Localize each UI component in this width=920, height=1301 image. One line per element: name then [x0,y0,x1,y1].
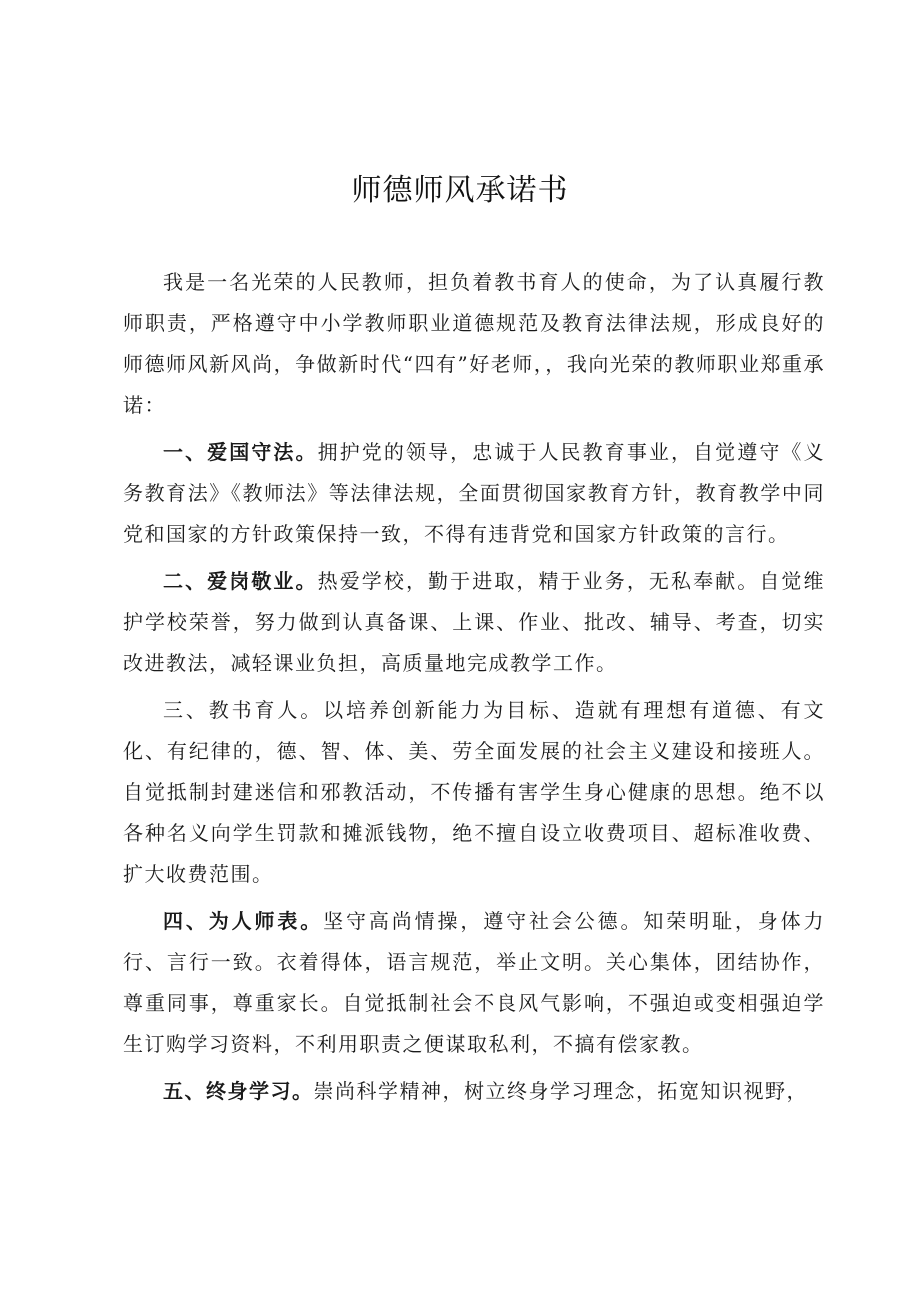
commitment-heading-2: 二、爱岗敬业。 [163,569,318,593]
document-title: 师德师风承诺书 [351,173,569,208]
commitment-text-3: 以培养创新能力为目标、造就有理想有道德、有文化、有纪律的，德、智、体、美、劳全面发展的社会主义建设和接班人。自觉抵制封建迷信和邪教活动，不传播有害学生身心健康的思想。绝不以各种名义向学生罚款和摊派钱物，绝不擅自设立收费项目、超标准收费、扩大收费范围。 [123,698,825,886]
commitment-paragraph-3 [123,690,825,895]
intro-paragraph: 我是一名光荣的人民教师，担负着教书育人的使命，为了认真履行教师职责，严格遵守中小学教师职业道德规范及教育法律法规，形成良好的师德师风新风尚，争做新时代“四有”好老师，，我向光荣的教师职业郑重承诺： [123,270,825,417]
commitment-text-1: 拥护党的领导，忠诚于人民教育事业，自觉遵守《义务教育法》《教师法》等法律法规，全面贯彻国家教育方针，教育教学中同党和国家的方针政策保持一致，不得有违背党和国家方针政策的言行。 [123,440,826,546]
commitment-text-5: 崇尚科学精神，树立终身学习理念，拓宽知识视野， [313,1079,808,1103]
commitment-heading-4: 四、为人师表。 [163,909,324,933]
commitment-heading-1: 一、爱国守法。 [163,440,318,464]
document-body [123,262,825,1118]
commitment-text-4: 坚守高尚情操，遵守社会公德。知荣明耻，身体力行、言行一致。衣着得体，语言规范，举止文明。关心集体，团结协作，尊重同事，尊重家长。自觉抵制社会不良风气影响，不强迫或变相强迫学生订购学习资料，不利用职责之便谋取私利，不搞有偿家教。 [123,909,825,1056]
commitment-paragraph-2 [123,561,825,684]
commitment-paragraph-5 [123,1071,825,1112]
commitment-text-2: 热爱学校，勤于进取，精于业务，无私奉献。自觉维护学校荣誉，努力做到认真备课、上课、作业、批改、辅导、考查，切实改进教法，减轻课业负担，高质量地完成教学工作。 [123,569,826,675]
commitment-heading-3: 三、教书育人。 [163,698,324,722]
commitment-heading-5: 五、终身学习。 [163,1079,314,1103]
commitment-paragraph-1 [123,432,825,555]
commitment-paragraph-4 [123,901,825,1065]
